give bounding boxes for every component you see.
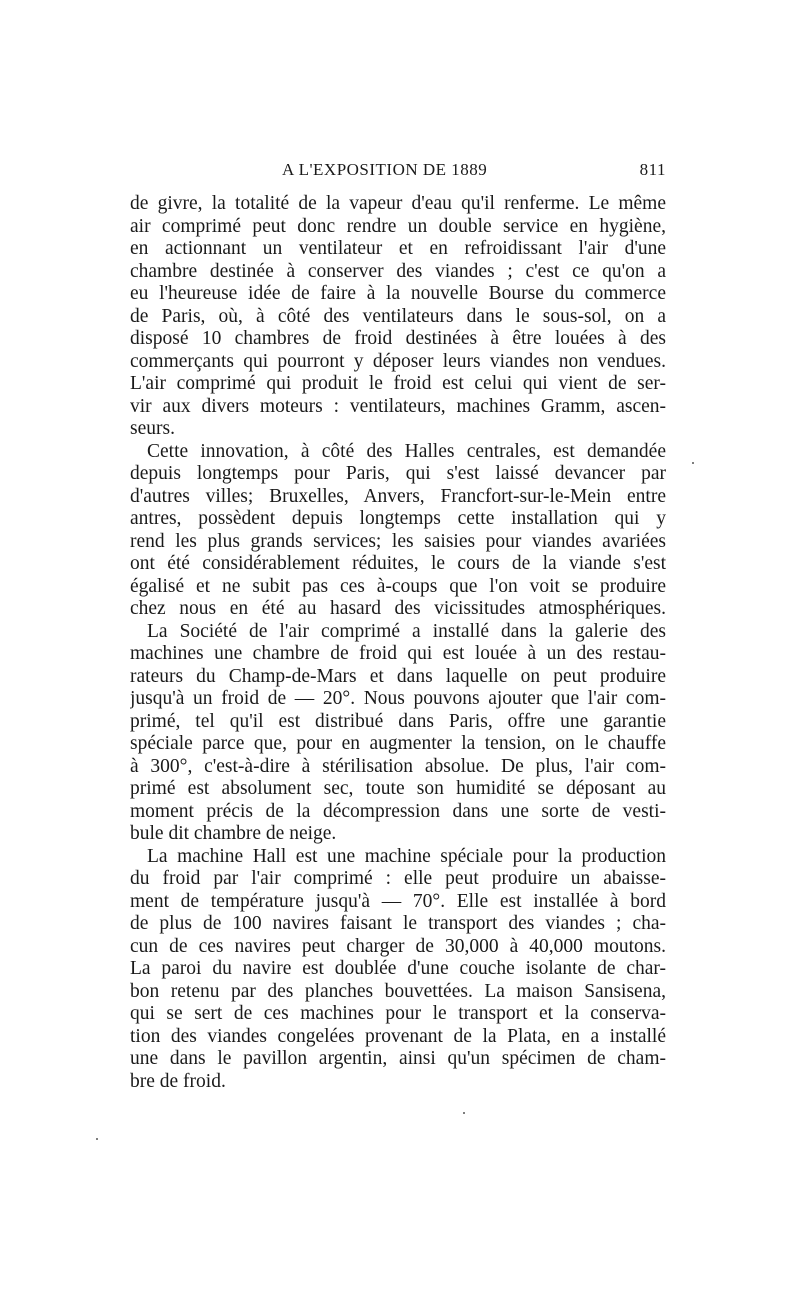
text-line: cun de ces navires peut charger de 30,000 à 40,000 moutons. bbox=[130, 935, 666, 957]
text-line: de givre, la totalité de la vapeur d'eau qu'il renferme. Le même bbox=[130, 193, 666, 214]
text-line: vir aux divers moteurs : ventilateurs, machines Gramm, ascen- bbox=[130, 395, 666, 417]
text-line: d'autres villes; Bruxelles, Anvers, Francfort-sur-le-Mein entre bbox=[130, 485, 666, 507]
body-text bbox=[130, 193, 666, 1093]
text-line: égalisé et ne subit pas ces à-coups que l'on voit se produire bbox=[130, 575, 666, 597]
paragraph-2 bbox=[130, 441, 666, 621]
text-line: rateurs du Champ-de-Mars et dans laquelle on peut produire bbox=[130, 665, 666, 687]
text-line: air comprimé peut donc rendre un double service en hygiène, bbox=[130, 215, 666, 237]
text-line: chambre destinée à conserver des viandes ; c'est ce qu'on a bbox=[130, 260, 666, 282]
running-header bbox=[130, 160, 666, 186]
text-line: ont été considérablement réduites, le cours de la viande s'est bbox=[130, 553, 666, 574]
text-line: eu l'heureuse idée de faire à la nouvelle Bourse du commerce bbox=[130, 283, 666, 304]
text-line: de Paris, où, à côté des ventilateurs dans le sous-sol, on a bbox=[130, 305, 666, 327]
scan-speck bbox=[692, 462, 694, 464]
text-line: jusqu'à un froid de — 20°. Nous pouvons ajouter que l'air com- bbox=[130, 688, 666, 709]
paragraph-3 bbox=[130, 621, 666, 846]
running-title: A L'EXPOSITION DE 1889 bbox=[282, 160, 488, 179]
text-line: qui se sert de ces machines pour le transport et la conserva- bbox=[130, 1003, 666, 1024]
text-line: de plus de 100 navires faisant le transport des viandes ; cha- bbox=[130, 913, 666, 934]
text-line: L'air comprimé qui produit le froid est celui qui vient de ser- bbox=[130, 373, 666, 394]
text-line: tion des viandes congelées provenant de la Plata, en a installé bbox=[130, 1025, 666, 1047]
text-line: La machine Hall est une machine spéciale pour la production bbox=[147, 845, 666, 867]
text-line: depuis longtemps pour Paris, qui s'est laissé devancer par bbox=[130, 463, 666, 484]
text-line: La paroi du navire est doublée d'une couche isolante de char- bbox=[130, 958, 666, 979]
paragraph-4 bbox=[130, 846, 666, 1094]
page-number: 811 bbox=[639, 160, 666, 179]
text-line: bon retenu par des planches bouvettées. La maison Sansisena, bbox=[130, 980, 666, 1002]
text-line: en actionnant un ventilateur et en refroidissant l'air d'une bbox=[130, 238, 666, 259]
text-line: primé, tel qu'il est distribué dans Paris, offre une garantie bbox=[130, 710, 666, 732]
text-line: Cette innovation, à côté des Halles centrales, est demandée bbox=[147, 440, 666, 462]
text-line: La Société de l'air comprimé a installé dans la galerie des bbox=[147, 620, 666, 642]
text-line: spéciale parce que, pour en augmenter la tension, on le chauffe bbox=[130, 733, 666, 754]
scan-speck bbox=[463, 1112, 465, 1114]
text-line: bre de froid. bbox=[130, 1070, 226, 1092]
text-line: à 300°, c'est-à-dire à stérilisation absolue. De plus, l'air com- bbox=[130, 755, 666, 777]
text-line: ment de température jusqu'à — 70°. Elle est installée à bord bbox=[130, 890, 666, 912]
text-line: chez nous en été au hasard des vicissitudes atmosphériques. bbox=[130, 598, 666, 619]
paragraph-1 bbox=[130, 193, 666, 441]
text-line: du froid par l'air comprimé : elle peut produire un abaisse- bbox=[130, 868, 666, 889]
text-line: moment précis de la décompression dans une sorte de vesti- bbox=[130, 800, 666, 822]
text-line: disposé 10 chambres de froid destinées à être louées à des bbox=[130, 328, 666, 349]
text-line: seurs. bbox=[130, 418, 175, 439]
text-line: primé est absolument sec, toute son humidité se déposant au bbox=[130, 778, 666, 799]
text-line: commerçants qui pourront y déposer leurs viandes non vendues. bbox=[130, 350, 666, 372]
scan-speck bbox=[96, 1138, 98, 1140]
text-line: une dans le pavillon argentin, ainsi qu'un spécimen de cham- bbox=[130, 1048, 666, 1069]
text-line: rend les plus grands services; les saisies pour viandes avariées bbox=[130, 530, 666, 552]
text-line: machines une chambre de froid qui est louée à un des restau- bbox=[130, 643, 666, 664]
text-line: antres, possèdent depuis longtemps cette installation qui y bbox=[130, 508, 666, 529]
text-line: bule dit chambre de neige. bbox=[130, 823, 337, 844]
